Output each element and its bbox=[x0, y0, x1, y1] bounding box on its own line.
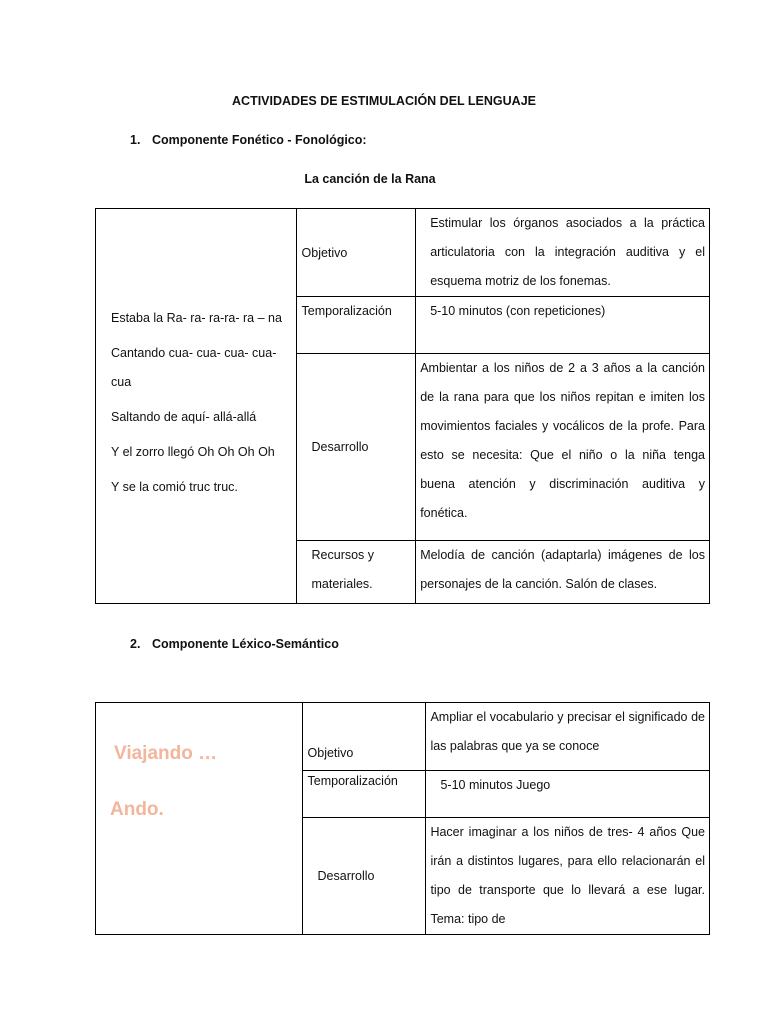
activity-table-1 bbox=[95, 208, 710, 604]
row-value-temporalizacion: 5-10 minutos (con repeticiones) bbox=[416, 297, 710, 354]
row-value-desarrollo: Hacer imaginar a los niños de tres- 4 años Que irán a distintos lugares, para ello relacionarán el tipo de transporte que lo llevará a ese lugar. Tema: tipo de bbox=[426, 818, 710, 935]
song-line: Cantando cua- cua- cua- cua- cua bbox=[111, 346, 277, 389]
section-1-title: Componente Fonético - Fonológico: bbox=[152, 133, 367, 147]
row-value-recursos: Melodía de canción (adaptarla) imágenes de los personajes de la canción. Salón de clases. bbox=[416, 541, 710, 604]
word-art-text: Viajando … bbox=[114, 743, 218, 764]
section-2-number: 2. bbox=[130, 637, 141, 651]
song-line: Y el zorro llegó Oh Oh Oh Oh bbox=[111, 445, 275, 459]
activity-table-2 bbox=[95, 702, 710, 935]
song-line: Estaba la Ra- ra- ra-ra- ra – na bbox=[111, 311, 282, 325]
section-2-title: Componente Léxico-Semántico bbox=[152, 637, 339, 651]
row-value-temporalizacion: 5-10 minutos Juego bbox=[426, 771, 710, 818]
song-line: Y se la comió truc truc. bbox=[111, 480, 238, 494]
song-lyrics-cell bbox=[96, 209, 297, 604]
word-art-cell bbox=[96, 703, 303, 935]
row-label-desarrollo: Desarrollo bbox=[302, 818, 426, 935]
section-1-heading bbox=[130, 133, 367, 147]
row-label-temporalizacion: Temporalización bbox=[302, 771, 426, 818]
row-value-objetivo: Ampliar el vocabulario y precisar el significado de las palabras que ya se conoce bbox=[426, 703, 710, 771]
section-1-subtitle: La canción de la Rana bbox=[304, 172, 436, 186]
row-label-recursos: Recursos y materiales. bbox=[296, 541, 416, 604]
row-value-desarrollo: Ambientar a los niños de 2 a 3 años a la canción de la rana para que los niños repitan e imiten los movimientos faciales y vocálicos de la profe. Para esto se necesita: Que el niño o la niña tenga buena atención y discriminación auditiva y fonética. bbox=[416, 354, 710, 541]
row-value-objetivo: Estimular los órganos asociados a la práctica articulatoria con la integración auditiva y el esquema motriz de los fonemas. bbox=[416, 209, 710, 297]
row-label-objetivo: Objetivo bbox=[302, 703, 426, 771]
section-1-number: 1. bbox=[130, 133, 141, 147]
row-label-desarrollo: Desarrollo bbox=[296, 354, 416, 541]
song-line: Saltando de aquí- allá-allá bbox=[111, 410, 257, 424]
word-art-text: Ando. bbox=[110, 799, 164, 820]
section-2-heading bbox=[130, 637, 339, 651]
row-label-temporalizacion: Temporalización bbox=[296, 297, 416, 354]
document-title: ACTIVIDADES DE ESTIMULACIÓN DEL LENGUAJE bbox=[232, 94, 536, 108]
row-label-objetivo: Objetivo bbox=[296, 209, 416, 297]
